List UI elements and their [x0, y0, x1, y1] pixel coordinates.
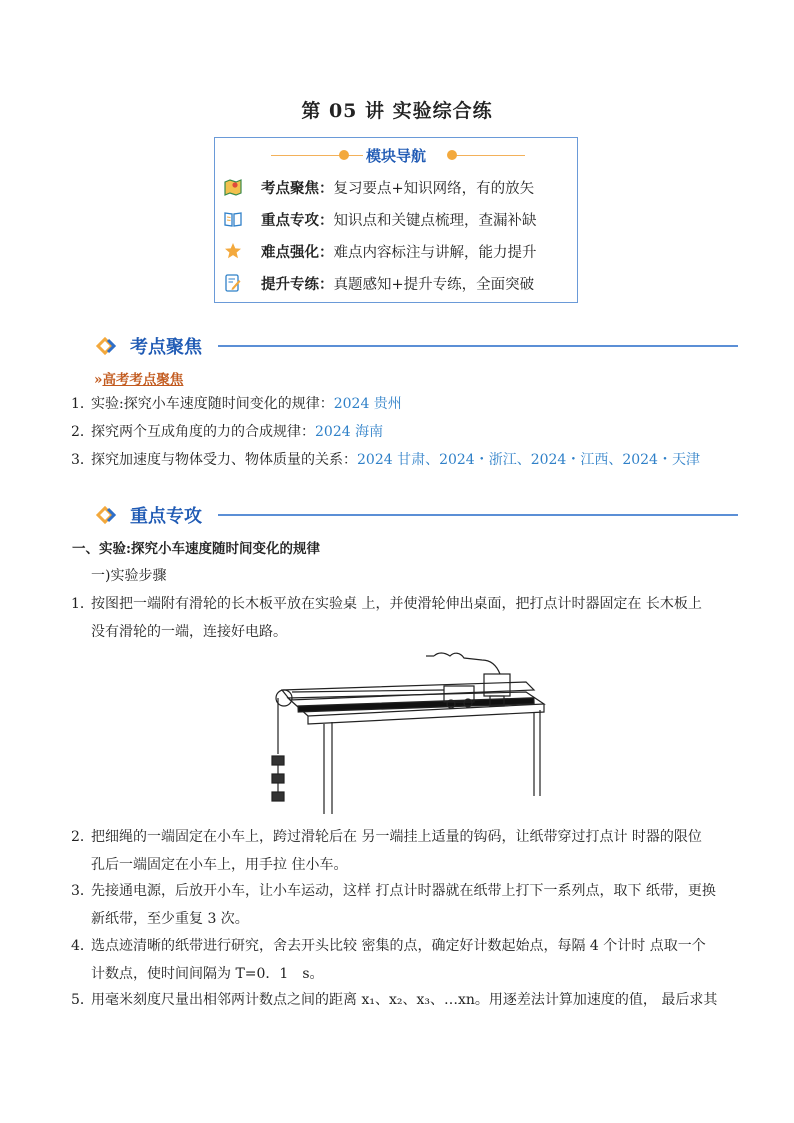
step-3: 3．先接通电源，后放开小车，让小车运动，这样 打点计时器就在纸带上打下一系列点，取下 纸带，更换 新纸带，至少重复 3 次。	[71, 883, 716, 927]
section-heading-kaodian	[96, 333, 202, 359]
nav-desc: 真题感知+提升专练，全面突破	[333, 276, 535, 293]
nav-key: 考点聚焦：	[261, 179, 334, 197]
module-navigation-box	[214, 137, 578, 303]
step-2: 2．把细绳的一端固定在小车上，跨过滑轮后在 另一端挂上适量的钩码，让纸带穿过打点计 时器的限位 孔后一端固定在小车上，用手拉 住小车。	[71, 829, 702, 873]
nav-heading-bar	[215, 143, 577, 167]
nav-key: 难点强化：	[261, 243, 334, 261]
sub-heading: »高考考点聚焦	[94, 372, 184, 388]
nav-row-zhongdian	[223, 208, 537, 230]
nav-key: 提升专练：	[261, 275, 334, 293]
section-heading-text: 重点专攻	[130, 506, 202, 527]
step-5: 5．用毫米刻度尺量出相邻两计数点之间的距离 x₁、x₂、x₃、…xn。用逐差法计算加速度的值， 最后求其	[71, 992, 718, 1008]
section-heading-text: 考点聚焦	[130, 337, 202, 358]
double-chevron-icon: »	[94, 372, 103, 388]
section-rule	[218, 345, 738, 347]
step-title: 一)实验步骤	[91, 568, 167, 584]
exam-tag: 2024 海南	[315, 424, 384, 440]
edit-icon	[223, 274, 243, 292]
map-icon	[223, 178, 243, 196]
nav-row-nandian	[223, 240, 537, 262]
star-icon	[223, 242, 243, 260]
list-item: 1．实验:探究小车速度随时间变化的规律：2024 贵州	[71, 396, 402, 412]
exam-tag: 2024 贵州	[333, 396, 402, 412]
nav-key: 重点专攻：	[261, 211, 334, 229]
topic-heading: 一、实验:探究小车速度随时间变化的规律	[72, 541, 320, 557]
section-rule	[218, 514, 738, 516]
page-title: 第 05 讲 实验综合练	[301, 100, 493, 122]
diamond-arrow-icon	[96, 505, 122, 525]
nav-heading: 模块导航	[365, 147, 426, 165]
diamond-arrow-icon	[96, 336, 122, 356]
step-4: 4．选点迹清晰的纸带进行研究，舍去开头比较 密集的点，确定好计数起始点，每隔 4 个计时 点取一个 计数点，使时间间隔为 T=0．1 s。	[71, 938, 706, 982]
nav-row-tisheng	[223, 272, 534, 294]
section-heading-zhongdian	[96, 502, 202, 528]
book-icon	[223, 210, 243, 228]
nav-desc: 难点内容标注与讲解，能力提升	[333, 244, 537, 261]
kaodian-list	[71, 390, 700, 474]
nav-desc: 复习要点+知识网络，有的放矢	[333, 180, 535, 197]
list-item: 2．探究两个互成角度的力的合成规律：2024 海南	[71, 424, 384, 440]
nav-row-kaodian	[223, 176, 534, 198]
list-item: 3．探究加速度与物体受力、物体质量的关系：2024 甘肃、2024・浙江、2024・江西、2024・天津	[71, 452, 700, 468]
apparatus-diagram	[268, 646, 548, 818]
exam-tag: 2024 甘肃、2024・浙江、2024・江西、2024・天津	[357, 452, 700, 468]
step-1: 1．按图把一端附有滑轮的长木板平放在实验桌 上，并使滑轮伸出桌面，把打点计时器固定在 长木板上 没有滑轮的一端，连接好电路。	[71, 596, 702, 640]
nav-desc: 知识点和关键点梳理，查漏补缺	[333, 212, 537, 229]
